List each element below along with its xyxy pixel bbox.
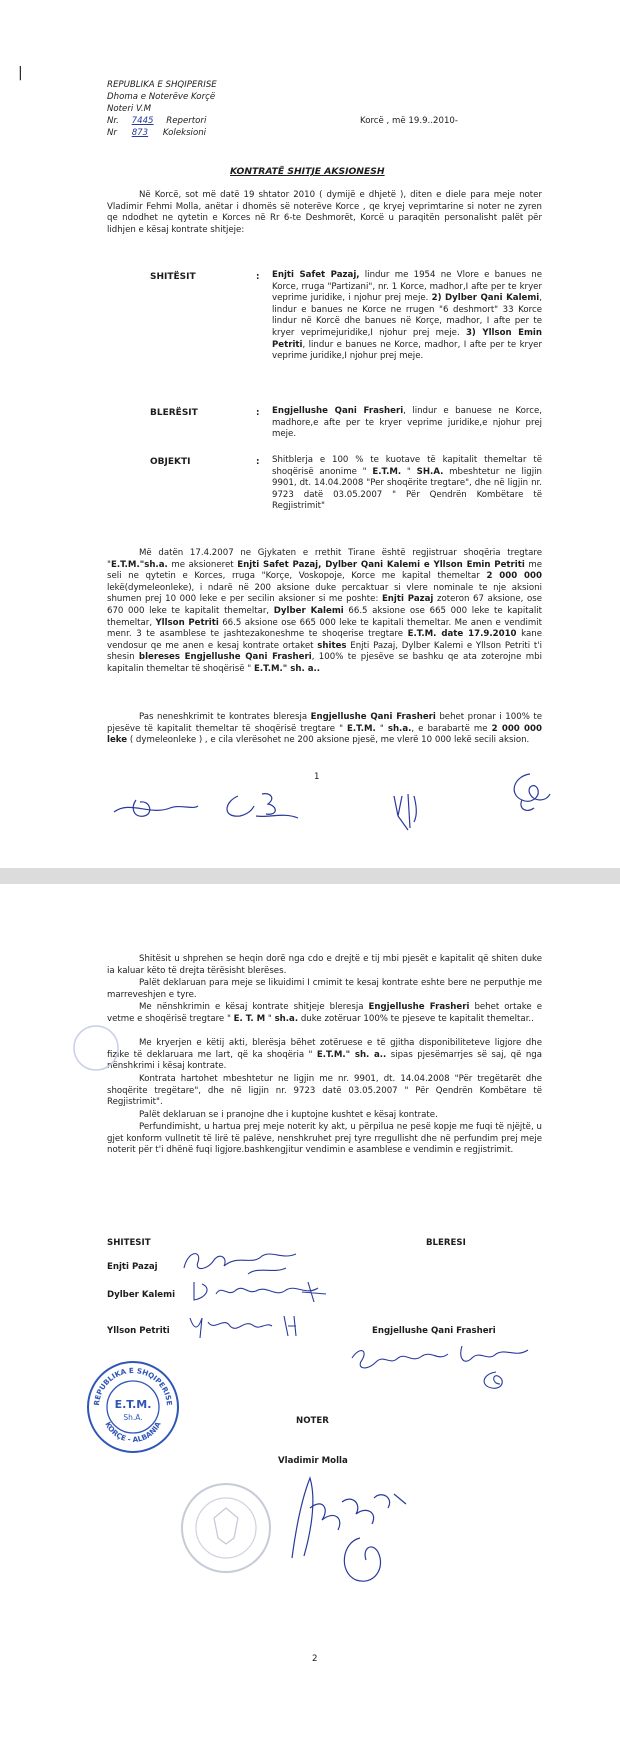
repertori-label: Repertori	[166, 116, 207, 126]
text-segment: E. T. M	[233, 1013, 266, 1024]
p2-paragraph-6	[107, 1110, 542, 1122]
nr-value: 7445	[131, 116, 154, 126]
signature-buyer	[346, 1336, 546, 1396]
company-stamp	[86, 1360, 180, 1454]
text-segment: 3) Yllson Emin Petriti	[272, 327, 542, 350]
text-segment: 2) Dylber Qani Kalemi	[431, 293, 540, 304]
party-label-object: OBJEKTI	[150, 457, 191, 467]
party-label-sellers: SHITËSIT	[150, 272, 196, 282]
party-colon-sellers: :	[256, 272, 260, 282]
stamp-svg	[86, 1360, 180, 1454]
text-segment: duke zotëruar 100% te pjeseve te kapitalit themeltar..	[298, 1013, 534, 1024]
text-segment: E.T.M.	[372, 466, 402, 477]
page-number-2: 2	[312, 1654, 318, 1664]
text-segment: Enjti Pazaj	[381, 594, 434, 605]
p2-paragraph-3	[107, 1002, 542, 1025]
text-segment: zoteron 67 aksione, ose 670 000 leke te kapitalit themeltar,	[107, 594, 542, 616]
faint-stamp-mark	[72, 1022, 116, 1074]
p2-paragraph-5	[107, 1074, 542, 1109]
text-segment: Engjellushe Frasheri	[368, 1002, 470, 1012]
header-notary: Noteri V.M	[107, 104, 152, 114]
text-segment: E.T.M. date 17.9.2010	[407, 629, 517, 640]
text-segment: 66.5 aksione ose 665 000 leke te kapitali themeltar. Me anen e vendimit menr. 3 te asamblese te jashtezakoneshme te shoqerise tregtare	[107, 617, 542, 640]
text-segment: Perfundimisht, u hartua prej meje noterit ky akt, u përpilua ne pesë kopje me fuqi të njëjtë, u gjet konform vullnetit të lirë të palëve, nenshkruhet prej tyre rregullisht dhe në perfundim prej meje noterit për t'i dhënë fuqi ligjore.bashkengjitur vendimin e asamblese e vendimin e regjistrimit.	[107, 1122, 542, 1156]
text-segment: behet pronar i 100% te pjesëve të kapitalit themeltar të shoqërisë tregtare "	[107, 712, 543, 734]
paragraph-ownership	[107, 712, 542, 747]
text-segment: Engjellushe Qani Frasheri	[310, 712, 436, 722]
notary-seal	[176, 1478, 276, 1578]
text-segment: 2 000 000 leke	[107, 723, 542, 746]
text-segment: 66.5 aksione ose 665 000 leke te kapitalit themeltar,	[107, 605, 543, 628]
stamp-sub: Sh.A.	[123, 1413, 143, 1422]
text-segment: E.T.M.	[347, 723, 376, 734]
text-segment: E.T.M." sh. a..	[254, 663, 321, 674]
p2-paragraph-7	[107, 1122, 542, 1157]
initials-signature-2	[218, 788, 308, 824]
text-segment: Shitblerja e 100 % te kuotave të kapitalit themeltar të shoqërisë anonime "	[272, 455, 542, 477]
signature-notary	[282, 1468, 422, 1598]
buyer-heading: BLERESI	[426, 1238, 466, 1248]
page-divider	[0, 868, 620, 884]
text-segment: SH.A.	[416, 466, 444, 477]
text-segment: Pas neneshkrimit te kontrates bleresja	[139, 712, 311, 722]
nr2-label: Nr	[107, 128, 117, 138]
signature-seller-2	[186, 1276, 336, 1306]
initials-signature-1	[110, 786, 200, 826]
party-colon-buyer: :	[256, 408, 260, 418]
text-segment: me aksioneret	[167, 559, 238, 570]
stamp-ring-top: REPUBLIKA E SHQIPERISE	[91, 1365, 175, 1406]
party-text-object	[272, 455, 542, 513]
nr-label: Nr.	[107, 116, 119, 126]
seller-name-2: Dylber Kalemi	[107, 1290, 176, 1300]
notary-name: Vladimir Molla	[278, 1456, 348, 1466]
text-segment: 2 000 000	[486, 571, 542, 582]
header-nr2-row	[107, 128, 206, 140]
text-segment: , e barabartë me	[411, 723, 492, 734]
text-segment: lekë(dymeleonleke), i ndarë në 200 aksione duke percaktuar si vlere nominale te nje aksioni shumen prej 10 000 leke e per secilin aksioner si me poshte:	[107, 582, 542, 605]
sellers-heading: SHITESIT	[107, 1238, 151, 1248]
header-chamber: Dhoma e Noterëve Korçë	[107, 92, 216, 102]
margin-mark: |	[18, 65, 23, 81]
text-segment: , lindur e banues ne Korce, madhor, I afte per te kryer veprime juridike,I njohur prej meje.	[272, 339, 542, 362]
text-segment: Engjellushe Qani Frasheri	[272, 406, 404, 416]
place-date: Korcë , më 19.9..2010-	[360, 116, 458, 126]
text-segment: mbeshtetur ne ligjin 9901, dt. 14.04.2008 "Per shoqërite tregtare", dhe në ligjin nr. 9723 datë 03.05.2007 " Për Qendrën Kombëtare të Regjistrimit"	[272, 466, 542, 512]
text-segment: sipas pjesëmarrjes së saj, që nga nënshkrimi i kësaj kontrate.	[107, 1049, 542, 1072]
text-segment: , lindur e banues ne Korce ne rrugen "6 deshmort" 33 Korce lindur në Korcë dhe banues në Korçe, madhor, I afte per te kryer veprimejuridike,I njohur prej meje.	[272, 293, 542, 338]
intro-paragraph: Në Korcë, sot më datë 19 shtator 2010 ( dymijë e dhjetë ), diten e diele para meje noter Vladimir Fehmi Molla, anëtar i dhomës së noterëve Korce , qe kryej veprimtarine si noter ne zyren qe ndodhet ne qytetin e Korces në Rr 6-te Deshmorët, Korcë u paraqitën personalisht palët për lidhjen e kësaj kontrate shitjeje:	[107, 190, 542, 235]
text-segment: , lindur e banuese ne Korce, madhore,e afte per te kryer veprime juridike,e njohur prej meje.	[272, 406, 542, 440]
text-segment: E.T.M." sh. a..	[316, 1049, 387, 1060]
contract-title: KONTRATË SHITJE AKSIONESH	[230, 166, 385, 177]
text-segment: E.T.M."sh.a.	[110, 559, 168, 570]
notary-heading: NOTER	[296, 1416, 329, 1426]
text-segment: "	[375, 723, 388, 734]
party-label-buyer: BLERËSIT	[150, 408, 198, 418]
p2-paragraph-4	[107, 1038, 542, 1073]
text-segment: Enjti Safet Pazaj,	[272, 270, 360, 280]
text-segment: Yllson Petriti	[155, 617, 219, 628]
initials-signature-3	[388, 790, 428, 836]
paragraph-registration	[107, 548, 542, 676]
text-segment: Palët deklaruan se i pranojne dhe i kuptojne kushtet e kësaj kontrate.	[139, 1110, 438, 1120]
text-segment: Me kryerjen e këtij akti, blerësja bëhet zotëruese e të gjitha disponibiliteteve ligjore dhe fizike të deklaruara me lart, që ka shoqëria "	[107, 1038, 542, 1060]
signature-seller-1	[178, 1244, 308, 1280]
party-text-buyer	[272, 406, 542, 441]
text-segment: ( dymeleonleke ) , e cila vlerësohet ne 200 aksione pjesë, me vlerë 10 000 lekë secili aksion.	[127, 735, 530, 746]
party-colon-object: :	[256, 457, 260, 467]
text-segment: Enjti Safet Pazaj, Dylber Qani Kalemi e Yllson Emin Petriti	[237, 559, 525, 570]
text-segment: shites	[317, 640, 347, 651]
text-segment: sh.a.	[387, 723, 412, 734]
buyer-name: Engjellushe Qani Frasheri	[372, 1326, 496, 1336]
party-text-sellers	[272, 270, 542, 363]
seller-name-3: Yllson Petriti	[107, 1326, 170, 1336]
text-segment: Enjti Pazaj, Dylber Kalemi e Yllson Petriti t'i shesin	[107, 640, 542, 663]
text-segment: , 100% te pjesëve se bashku qe ata zoterojne mbi kapitalin themeltar të shoqërisë "	[107, 652, 542, 674]
text-segment: "	[265, 1013, 275, 1024]
text-segment: kane vendosur qe me anen e kesaj kontrate ortaket	[107, 629, 542, 651]
text-segment: Shitësit u shprehen se heqin dorë nga cdo e drejtë e tij mbi pjesët e kapitalit që shiten duke ia kaluar këto të drejta tërësisht blerëses.	[107, 954, 542, 976]
text-segment: "	[401, 466, 417, 477]
signature-seller-3	[184, 1308, 324, 1342]
header-republic: REPUBLIKA E SHQIPERISE	[107, 80, 217, 90]
p2-paragraph-1	[107, 954, 542, 977]
initials-signature-4	[500, 768, 560, 818]
header-nr-row	[107, 116, 206, 128]
text-segment: me seli ne qytetin e Korces, rruga "Korçe, Voskopoje, Korce me kapital themeltar	[107, 559, 542, 582]
stamp-ring-bottom: KORÇE - ALBANIA	[103, 1420, 163, 1445]
page-number-1: 1	[314, 772, 320, 782]
document-page-2	[0, 884, 620, 1752]
seller-name-1: Enjti Pazaj	[107, 1262, 158, 1272]
text-segment: Më datën 17.4.2007 ne Gjykaten e rrethit Tirane është regjistruar shoqëria tregtare "	[107, 548, 542, 570]
text-segment: behet ortake e vetme e shoqërisë tregtare "	[107, 1002, 542, 1024]
text-segment: lindur me 1954 ne Vlore e banues ne Korce, rruga "Partizani", nr. 1 Korce, madhor,I afte per te kryer veprime juridike, i njohur prej meje.	[272, 270, 542, 304]
document-page-1	[0, 0, 620, 868]
koleksioni-label: Koleksioni	[162, 128, 207, 138]
text-segment: sh.a.	[274, 1013, 299, 1024]
text-segment: blereses Engjellushe Qani Frasheri	[138, 652, 312, 663]
stamp-center: E.T.M.	[114, 1398, 152, 1411]
p2-paragraph-2	[107, 978, 542, 1001]
text-segment: Palët deklaruan para meje se likuidimi I cmimit te kesaj kontrate eshte bere ne perputhje me marreveshjen e tyre.	[107, 978, 542, 1000]
nr2-value: 873	[131, 128, 149, 138]
text-segment: Dylber Kalemi	[273, 605, 344, 616]
text-segment: Me nënshkrimin e kësaj kontrate shitjeje bleresja	[139, 1002, 369, 1012]
text-segment: Kontrata hartohet mbeshtetur ne ligjin me nr. 9901, dt. 14.04.2008 "Për tregëtarët dhe shoqërite tregëtare", dhe në ligjin nr. 9723 datë 03.05.2007 " Për Qendrën Kombëtare të Regjistrimit".	[107, 1074, 542, 1108]
